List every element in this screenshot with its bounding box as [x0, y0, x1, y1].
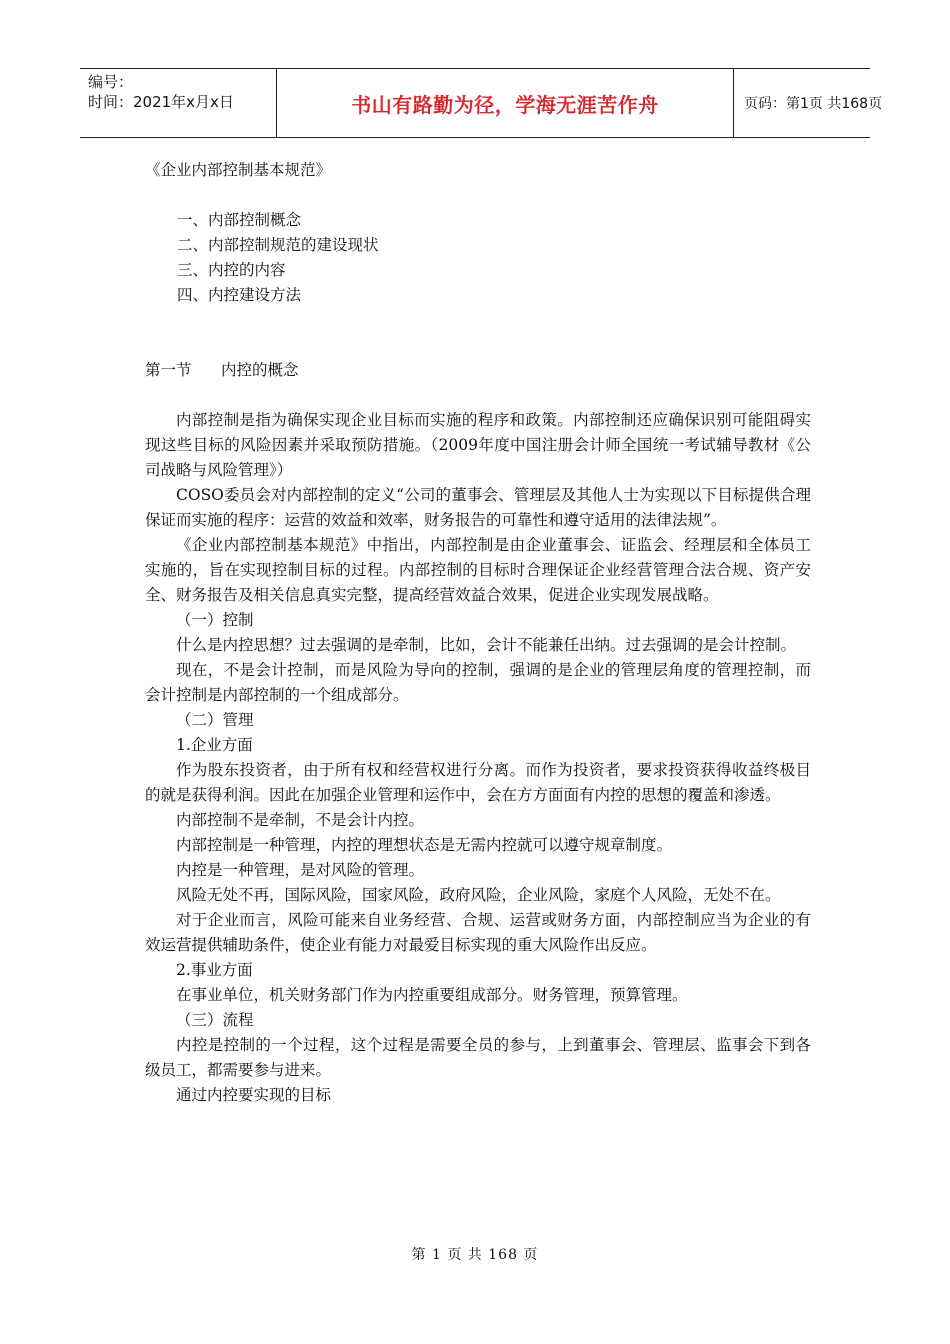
paragraph: 对于企业而言，风险可能来自业务经营、合规、运营或财务方面，内部控制应当为企业的有效运营提供辅助条件，使企业有能力对最爱目标实现的重大风险作出反应。: [145, 911, 811, 954]
motto: 书山有路勤为径，学海无涯苦作舟: [276, 69, 734, 137]
document-body: [145, 158, 811, 1108]
paragraph: 现在，不是会计控制，而是风险为导向的控制，强调的是企业的管理层角度的管理控制，而会计控制是内部控制的一个组成部分。: [145, 661, 811, 704]
paragraph: 通过内控要实现的目标: [176, 1086, 332, 1104]
paragraph: 内部控制是一种管理，内控的理想状态是无需内控就可以遵守规章制度。: [176, 836, 673, 854]
section-title: 内控的概念: [221, 361, 299, 379]
paragraph: 在事业单位，机关财务部门作为内控重要组成部分。财务管理，预算管理。: [176, 986, 688, 1004]
toc-item: 三、内控的内容: [177, 261, 286, 279]
paragraph: 风险无处不再，国际风险，国家风险，政府风险，企业风险，家庭个人风险，无处不在。: [176, 886, 781, 904]
paragraph: 1.企业方面: [176, 736, 253, 754]
paragraph: 2.事业方面: [176, 961, 253, 979]
time-label: 时间：2021年x月x日: [88, 93, 234, 111]
toc-item: 一、内部控制概念: [177, 211, 302, 229]
subheading: （一）控制: [176, 611, 254, 629]
subheading: （三）流程: [176, 1011, 254, 1029]
paragraph: 内部控制是指为确保实现企业目标而实施的程序和政策。内部控制还应确保识别可能阻碍实现这些目标的风险因素并采取预防措施。（2009年度中国注册会计师全国统一考试辅导教材《公司战略与风险管理》）: [145, 411, 811, 479]
paragraphs: [145, 408, 811, 1108]
section-heading: [145, 358, 811, 383]
paragraph: 内控是控制的一个过程，这个过程是需要全员的参与，上到董事会、管理层、监事会下到各级员工，都需要参与进来。: [145, 1036, 811, 1079]
paragraph: COSO委员会对内部控制的定义“公司的董事会、管理层及其他人士为实现以下目标提供合理保证而实施的程序：运营的效益和效率，财务报告的可靠性和遵守适用的法律法规”。: [145, 486, 811, 529]
page-footer: 第 1 页 共 168 页: [411, 1247, 539, 1263]
paragraph: 内部控制不是牵制，不是会计内控。: [176, 811, 425, 829]
header-left-cell: [80, 69, 276, 137]
paragraph: 《企业内部控制基本规范》中指出，内部控制是由企业董事会、证监会、经理层和全体员工实施的，旨在实现控制目标的过程。内部控制的目标时合理保证企业经营管理合法合规、资产安全、财务报告及相关信息真实完整，提高经营效益合效果，促进企业实现发展战略。: [145, 536, 811, 604]
document-title: 《企业内部控制基本规范》: [145, 161, 332, 179]
table-of-contents: [145, 208, 811, 308]
paragraph: 什么是内控思想？过去强调的是牵制，比如，会计不能兼任出纳。过去强调的是会计控制。: [176, 636, 797, 654]
section-number: 第一节: [145, 361, 192, 379]
paragraph: 作为股东投资者，由于所有权和经营权进行分离。而作为投资者，要求投资获得收益终极目的就是获得利润。因此在加强企业管理和运作中，会在方方面面有内控的思想的覆盖和渗透。: [145, 761, 811, 804]
page-label: 页码：第1页 共168页: [744, 96, 883, 112]
toc-item: 二、内部控制规范的建设现状: [177, 236, 379, 254]
header-table: [80, 68, 883, 138]
code-label: 编号：: [88, 73, 134, 91]
subheading: （二）管理: [176, 711, 254, 729]
toc-item: 四、内控建设方法: [177, 286, 302, 304]
paragraph: 内控是一种管理，是对风险的管理。: [176, 861, 425, 879]
